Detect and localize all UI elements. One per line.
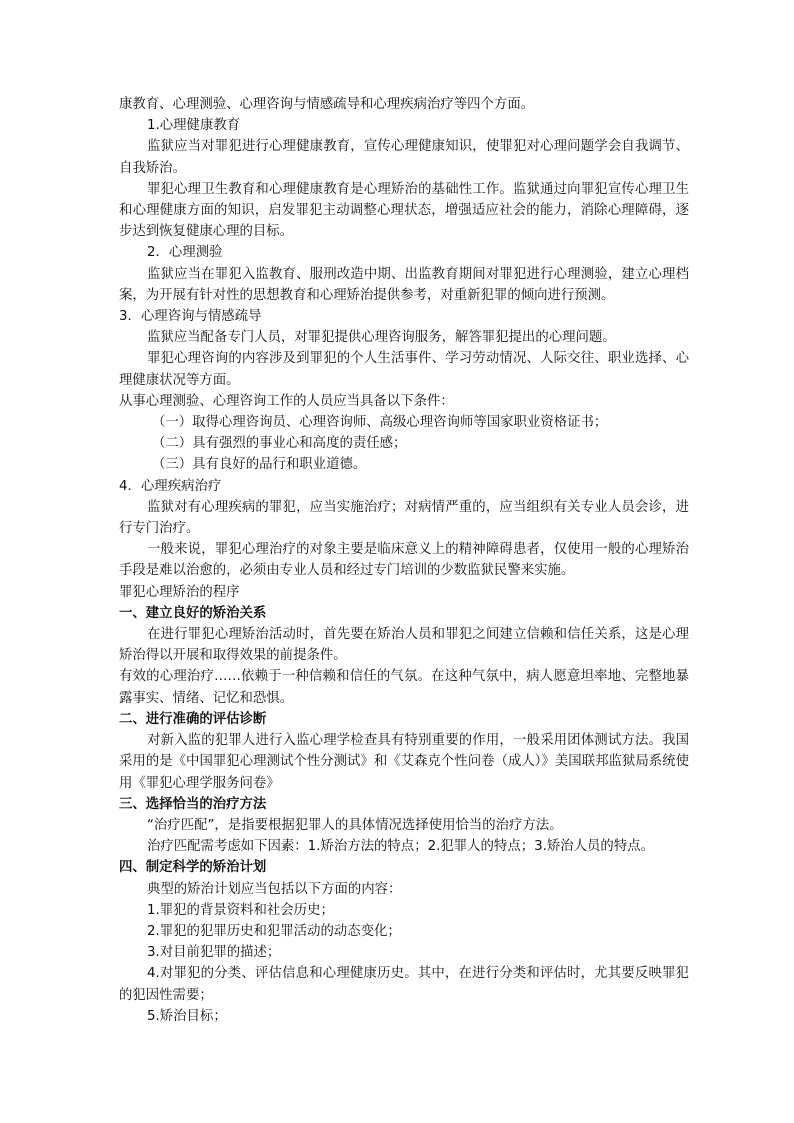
- paragraph: 一般来说，罪犯心理治疗的对象主要是临床意义上的精神障碍患者，仅使用一般的心理矫治手段是难以治愈的，必须由专业人员和经过专门培训的少数监狱民警来实施。: [119, 542, 689, 579]
- paragraph: 2．心理测验: [147, 245, 223, 261]
- paragraph: 罪犯心理卫生教育和心理健康教育是心理矫治的基础性工作。监狱通过向罪犯宣传心理卫生和心理健康方面的知识，启发罪犯主动调整心理状态，增强适应社会的能力，消除心理障碍，逐步达到恢复健康心理的目标。: [119, 181, 689, 240]
- paragraph: （三）具有良好的品行和职业道德。: [152, 457, 367, 473]
- section-heading: 一、建立良好的矫治关系: [119, 605, 267, 621]
- paragraph: 从事心理测验、心理咨询工作的人员应当具备以下条件：: [119, 393, 454, 409]
- paragraph: 5.矫治目标；: [147, 1008, 227, 1024]
- paragraph: （一）取得心理咨询员、心理咨询师、高级心理咨询师等国家职业资格证书；: [152, 415, 608, 431]
- paragraph: 监狱应当对罪犯进行心理健康教育，宣传心理健康知识，使罪犯对心理问题学会自我调节、自我矫治。: [119, 139, 689, 176]
- section-heading: 二、进行准确的评估诊断: [119, 711, 267, 727]
- paragraph: 罪犯心理矫治的程序: [119, 584, 240, 600]
- paragraph: 对新入监的犯罪人进行入监心理学检查具有特别重要的作用，一般采用团体测试方法。我国采用的是《中国罪犯心理测试个性分测试》和《艾森克个性问卷（成人）》美国联邦监狱局系统使用《罪犯心理学服务问卷》: [119, 733, 689, 791]
- paragraph: 监狱对有心理疾病的罪犯，应当实施治疗；对病情严重的，应当组织有关专业人员会诊，进行专门治疗。: [119, 499, 689, 537]
- paragraph: 1.心理健康教育: [147, 118, 241, 134]
- document-body: [119, 94, 689, 1027]
- paragraph: （二）具有强烈的事业心和高度的责任感；: [152, 436, 407, 452]
- paragraph: 监狱应当配备专门人员，对罪犯提供心理咨询服务，解答罪犯提出的心理问题。: [147, 330, 616, 346]
- paragraph: “治疗匹配”，是指要根据犯罪人的具体情况选择使用恰当的治疗方法。: [147, 817, 563, 833]
- paragraph: 有效的心理治疗……依赖于一种信赖和信任的气氛。在这种气氛中，病人愿意坦率地、完整地暴露事实、情绪、记忆和恐惧。: [119, 669, 689, 706]
- paragraph: 3.对目前犯罪的描述；: [147, 945, 281, 961]
- paragraph: 3．心理咨询与情感疏导: [119, 309, 262, 325]
- paragraph: 典型的矫治计划应当包括以下方面的内容：: [147, 881, 402, 897]
- section-heading: 四、制定科学的矫治计划: [119, 860, 267, 876]
- paragraph: 4.对罪犯的分类、评估信息和心理健康历史。其中，在进行分类和评估时，尤其要反映罪犯的犯因性需要；: [119, 966, 689, 1003]
- section-heading: 三、选择恰当的治疗方法: [119, 796, 267, 812]
- paragraph: 监狱应当在罪犯入监教育、服刑改造中期、出监教育期间对罪犯进行心理测验，建立心理档案，为开展有针对性的思想教育和心理矫治提供参考，对重新犯罪的倾向进行预测。: [119, 266, 689, 303]
- paragraph: 4．心理疾病治疗: [119, 478, 222, 494]
- paragraph: 康教育、心理测验、心理咨询与情感疏导和心理疾病治疗等四个方面。: [119, 97, 535, 112]
- paragraph: 治疗匹配需考虑如下因素：1.矫治方法的特点；2.犯罪人的特点；3.矫治人员的特点。: [147, 839, 654, 855]
- paragraph: 罪犯心理咨询的内容涉及到罪犯的个人生活事件、学习劳动情况、人际交往、职业选择、心理健康状况等方面。: [119, 351, 689, 388]
- paragraph: 1.罪犯的背景资料和社会历史；: [147, 902, 334, 918]
- paragraph: 在进行罪犯心理矫治活动时，首先要在矫治人员和罪犯之间建立信赖和信任关系，这是心理矫治得以开展和取得效果的前提条件。: [119, 627, 689, 664]
- paragraph: 2.罪犯的犯罪历史和犯罪活动的动态变化；: [147, 923, 401, 939]
